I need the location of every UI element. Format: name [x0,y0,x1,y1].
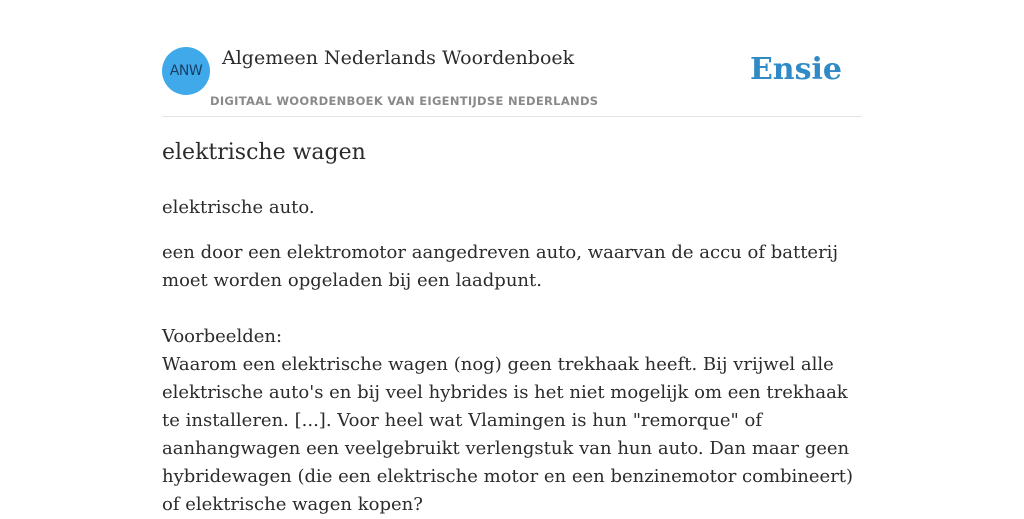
logo-text: ANW [169,63,203,79]
site-subtitle: DIGITAAL WOORDENBOEK VAN EIGENTIJDSE NEDERLANDS [210,94,599,108]
entry-title: elektrische wagen [162,140,366,165]
entry-examples [162,323,862,519]
ensie-brand-link[interactable]: Ensie [749,52,842,87]
page [162,0,862,515]
entry-synonym: elektrische auto. [162,197,315,218]
examples-text: Waarom een elektrische wagen (nog) geen trekhaak heeft. Bij vrijwel alle elektrische auto's en bij veel hybrides is het niet mogelijk om een trekhaak te installeren. [...]. Voor heel wat Vlamingen is hun "remorque" of aanhangwagen een veelgebruikt verlengstuk van hun auto. Dan maar geen hybridewagen (die een elektrische motor en een benzinemotor combineert) of elektrische wagen kopen? [162,354,854,515]
site-title[interactable]: Algemeen Nederlands Woordenboek [222,47,575,69]
site-header [162,0,862,117]
examples-label: Voorbeelden: [162,326,283,347]
entry-definition: een door een elektromotor aangedreven auto, waarvan de accu of batterij moet worden opgeladen bij een laadpunt. [162,242,839,291]
anw-logo[interactable] [162,47,210,95]
